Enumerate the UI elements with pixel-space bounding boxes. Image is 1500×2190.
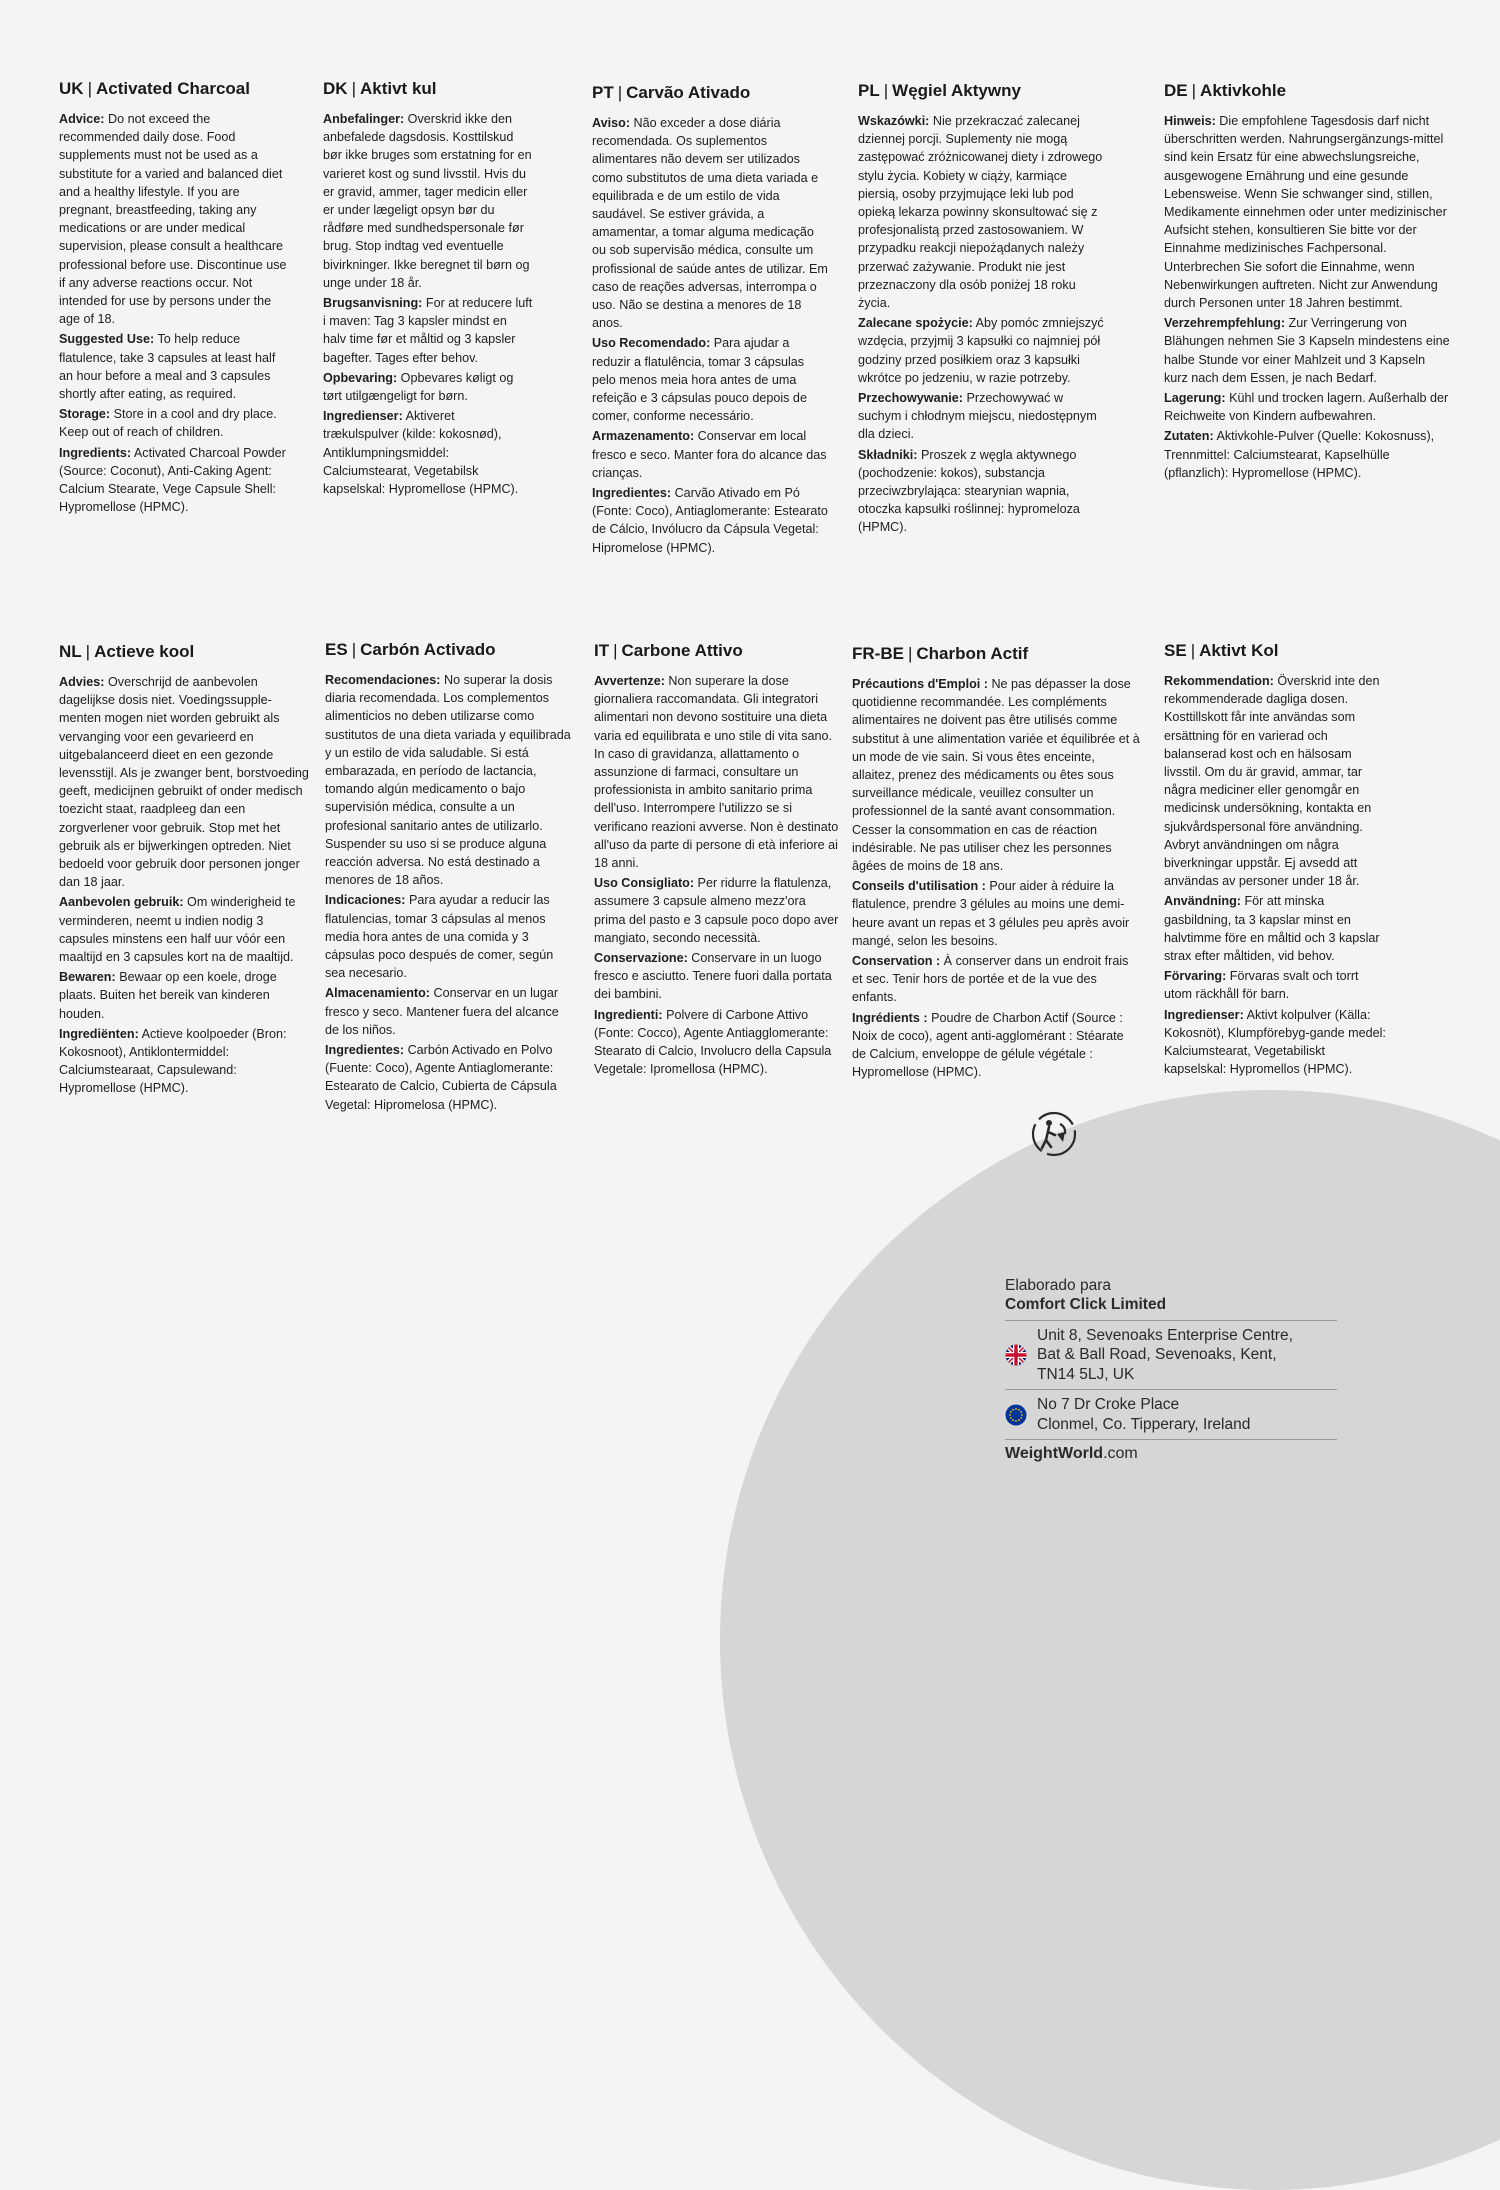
section-label: Zalecane spożycie: — [858, 316, 973, 331]
heading-separator: | — [87, 79, 92, 98]
product-name: Carbón Activado — [360, 640, 496, 659]
lang-code: PT — [592, 83, 614, 102]
lang-code: IT — [594, 641, 610, 660]
section-text: Conservar em local fresco e seco. Manter fora do alcance das crianças. — [592, 429, 827, 480]
label-section — [59, 330, 287, 403]
label-section — [59, 968, 309, 1023]
lang-heading — [1164, 640, 1390, 662]
section-label: Advice: — [59, 112, 105, 126]
product-name: Charbon Actif — [916, 644, 1029, 663]
label-section — [852, 1009, 1140, 1082]
label-section — [1164, 672, 1390, 890]
lang-heading — [325, 639, 571, 661]
label-section — [323, 369, 533, 405]
section-label: Ingrédients : — [852, 1010, 928, 1025]
section-label: Uso Recomendado: — [592, 336, 711, 351]
section-label: Brugsanvisning: — [323, 296, 423, 311]
uk-flag-icon — [1005, 1344, 1027, 1366]
section-label: Hinweis: — [1164, 114, 1216, 128]
heading-separator: | — [1191, 81, 1197, 100]
lang-heading — [323, 78, 533, 100]
made-for-label: Elaborado para — [1005, 1277, 1111, 1294]
lang-heading — [59, 78, 287, 100]
section-label: Ingredients: — [59, 445, 132, 460]
section-text: No superar la dosis diaria recomendada. Los complementos alimenticios no deben utilizarse como sustitutos de una dieta variada y equilibrada y un estilo de vida saludable. Si está embarazada, en período de lactancia, tomando algún medicamento o bajo supervisión médica, consulte a un profesional sanitario antes de utilizarlo. Suspender su uso si se produce alguna reacción adversa. No está destinado a menores de 18 años. — [325, 673, 571, 888]
section-text: Do not exceed the recommended daily dose. Food supplements must not be used as a substitute for a varied and balanced diet and a healthy lifestyle. If you are pregnant, breastfeeding, taking any medications or are under medical supervision, please consult a healthcare professional before use. Discontinue use if any adverse reactions occur. Not intended for use by persons under the age of 18. — [59, 112, 287, 327]
section-label: Recomendaciones: — [325, 673, 441, 687]
section-label: Conservazione: — [594, 951, 688, 966]
section-text: Non superare la dose giornaliera raccomandata. Gli integratori alimentari non devono sostituire una dieta varia ed equilibrata e uno stile di vita sano. In caso di gravidanza, allattamento o assunzione di farmaci, consultare un professionista in ambito sanitario prima dell'uso. Interrompere l'utilizzo se si verificano reazioni avverse. Non è destinato all'uso da parte di persone di età inferiore ai 18 anni. — [594, 674, 839, 871]
section-text: Ne pas dépasser la dose quotidienne recommandée. Les compléments alimentaires ne doivent pas être utilisés comme substitut à une alimentation variée et équilibrée et à un mode de vie sain. Si vous êtes enceinte, allaitez, prenez des médicaments ou êtes sous surveillance médicale, veuillez consulter un professionnel de la santé avant consommation. Cesser la consommation en cas de réaction indésirable. Ne pas utiliser chez les personnes âgées de moins de 18 ans. — [852, 677, 1140, 874]
label-section — [594, 1006, 840, 1079]
tidyman-recycle-icon — [1030, 1110, 1078, 1158]
label-section — [325, 1041, 571, 1114]
section-label: Aviso: — [592, 116, 631, 130]
heading-separator: | — [351, 79, 356, 98]
section-text: Aktivt kolpulver (Källa: Kokosnöt), Klumpförebyg-gande medel: Kalciumstearat, Vegetabiliskt kapselskal: Hypromellos (HPMC). — [1164, 1007, 1386, 1077]
eu-flag-icon — [1005, 1404, 1027, 1426]
lang-code: PL — [858, 81, 880, 100]
label-section — [592, 427, 828, 482]
section-text: Carbón Activado en Polvo (Fuente: Coco), Agente Antiaglomerante: Estearato de Calcio, Cubierta de Cápsula Vegetal: Hipromelosa (HPMC). — [325, 1043, 557, 1112]
product-name: Carvão Ativado — [626, 83, 751, 102]
lang-block-it — [594, 640, 840, 1080]
label-section — [59, 405, 287, 441]
label-section — [594, 874, 840, 947]
section-text: Conservar en un lugar fresco y seco. Mantener fuera del alcance de los niños. — [325, 986, 559, 1037]
heading-separator: | — [1190, 641, 1196, 660]
heading-separator: | — [883, 81, 889, 100]
section-text: For at reducere luft i maven: Tag 3 kapsler mindst en halv time før et måltid og 3 kapsler bagefter. Tages efter behov. — [323, 296, 533, 365]
section-label: Förvaring: — [1164, 969, 1227, 984]
section-label: Ingredienser: — [323, 409, 403, 424]
label-section — [858, 446, 1108, 537]
heading-separator: | — [613, 641, 618, 660]
label-section — [59, 1025, 309, 1098]
section-label: Suggested Use: — [59, 332, 155, 347]
section-text: Poudre de Charbon Actif (Source : Noix de coco), agent anti-agglomérant : Stéarate de Calcium, enveloppe de gélule végétale : Hypromellose (HPMC). — [852, 1010, 1124, 1080]
section-label: Ingrediënten: — [59, 1026, 139, 1041]
section-text: Actieve koolpoeder (Bron: Kokosnoot), Antiklontermiddel: Calciumstearaat, Capsulewand: Hypromellose (HPMC). — [59, 1026, 287, 1096]
label-section — [592, 334, 828, 425]
section-label: Armazenamento: — [592, 429, 695, 444]
section-text: Não exceder a dose diária recomendada. Os suplementos alimentares não devem ser utilizados como substitutos de uma dieta variada e equilibrada e de um estilo de vida saudável. Se estiver grávida, a amamentar, a tomar alguma medicação ou sob supervisão médica, consulte um profissional de saúde antes de utilizar. Em caso de reações adversas, interrompa o uso. Não se destina a menores de 18 anos. — [592, 116, 828, 331]
lang-code: UK — [59, 79, 84, 98]
lang-heading — [852, 643, 1140, 665]
section-text: Pour aider à réduire la flatulence, prendre 3 gélules au moins une demi-heure avant un repas et 3 gélules peu après avoir mangé, selon les besoins. — [852, 879, 1130, 948]
label-section — [59, 673, 309, 891]
section-text: Die empfohlene Tagesdosis darf nicht überschritten werden. Nahrungsergänzungs-mittel sind kein Ersatz für eine abwechslungsreiche, ausgewogene Ernährung und eine gesunde Lebensweise. Wenn Sie schwanger sind, stillen, Medikamente einnehmen oder unter medizinischer Aufsicht stehen, konsultieren Sie bitte vor der Einnahme medizinisches Fachpersonal. Unterbrechen Sie sofort die Einnahme, wenn Nebenwirkungen auftreten. Nicht zur Anwendung durch Personen unter 18 Jahren bestimmt. — [1164, 114, 1447, 311]
lang-block-dk — [323, 78, 533, 500]
label-section — [592, 114, 828, 332]
label-section — [323, 407, 533, 498]
label-section — [1164, 892, 1390, 965]
section-text: Activated Charcoal Powder (Source: Coconut), Anti-Caking Agent: Calcium Stearate, Vege Capsule Shell: Hypromellose (HPMC). — [59, 445, 286, 515]
lang-block-pt — [592, 82, 828, 559]
section-text: Carvão Ativado em Pó (Fonte: Coco), Antiaglomerante: Estearato de Cálcio, Invólucro da Cápsula Vegetal: Hipromelose (HPMC). — [592, 486, 828, 555]
section-label: Conservation : — [852, 954, 941, 969]
section-label: Avvertenze: — [594, 674, 665, 688]
section-label: Zutaten: — [1164, 429, 1214, 444]
product-name: Węgiel Aktywny — [892, 81, 1021, 100]
section-label: Användning: — [1164, 894, 1241, 909]
section-label: Verzehrempfehlung: — [1164, 316, 1286, 331]
lang-code: FR-BE — [852, 644, 904, 663]
label-section — [1164, 967, 1390, 1003]
section-label: Bewaren: — [59, 970, 116, 985]
section-text: Opbevares køligt og tørt utilgængeligt for børn. — [323, 370, 514, 404]
lang-code: DK — [323, 79, 348, 98]
lang-code: ES — [325, 640, 348, 659]
section-label: Ingredienti: — [594, 1007, 663, 1022]
uk-address-line: Unit 8, Sevenoaks Enterprise Centre, — [1037, 1327, 1293, 1344]
label-section — [1164, 314, 1450, 387]
label-section — [594, 949, 840, 1004]
label-section — [325, 984, 571, 1039]
section-label: Indicaciones: — [325, 893, 406, 908]
section-label: Précautions d'Emploi : — [852, 677, 988, 691]
section-text: Overskrid ikke den anbefalede dagsdosis. Kosttilskud bør ikke bruges som erstatning for en varieret kost og sund livsstil. Hvis du er gravid, ammer, tager medicin eller er under lægeligt opsyn bør du rådføre med sundhedspersonale før brug. Stop indtag ved eventuelle bivirkninger. Ikke beregnet til børn og unge under 18 år. — [323, 112, 532, 290]
section-text: Nie przekraczać zalecanej dziennej porcji. Suplementy nie mogą zastępować zróżnicowanej diety i zdrowego stylu życia. Kobiety w ciąży, karmiące piersią, osoby przyjmujące leki lub pod opieką lekarza powinny skonsultować się z profesjonalistą przed zastosowaniem. W przypadku reakcji niepożądanych należy przerwać zażywanie. Produkt nie jest przeznaczony dla osób poniżej 18 roku życia. — [858, 114, 1103, 311]
label-section — [325, 891, 571, 982]
label-section — [59, 893, 309, 966]
section-label: Anbefalinger: — [323, 112, 405, 126]
section-text: Om winderigheid te verminderen, neemt u indien nodig 3 capsules minstens een half uur vóór een maaltijd en 3 capsules kort na de maaltijd. — [59, 895, 296, 965]
label-section — [858, 389, 1108, 444]
lang-block-pl — [858, 80, 1108, 539]
lang-heading — [59, 641, 309, 663]
section-label: Uso Consigliato: — [594, 876, 695, 891]
section-text: To help reduce flatulence, take 3 capsules at least half an hour before a meal and 3 capsules shortly after eating, as required. — [59, 332, 276, 402]
product-name: Carbone Attivo — [621, 641, 743, 660]
lang-block-es — [325, 639, 571, 1116]
eu-address-line: Clonmel, Co. Tipperary, Ireland — [1037, 1415, 1251, 1433]
section-text: Proszek z węgla aktywnego (pochodzenie: kokos), substancja przeciwzbrylająca: stearynian wapnia, otoczka kapsułki roślinnej: hypromeloza (HPMC). — [858, 447, 1080, 535]
lang-code: SE — [1164, 641, 1187, 660]
label-section — [858, 314, 1108, 387]
product-name: Aktivkohle — [1200, 81, 1287, 100]
heading-separator: | — [351, 640, 357, 659]
lang-heading — [592, 82, 828, 104]
label-section — [852, 877, 1140, 950]
section-label: Ingredientes: — [325, 1043, 405, 1058]
eu-address-row — [1005, 1389, 1337, 1439]
lang-heading — [858, 80, 1108, 102]
label-section — [1164, 389, 1450, 425]
section-text: Overschrijd de aanbevolen dagelijkse dosis niet. Voedingssupple-menten mogen niet worden gebruikt als vervanging voor een gevarieerd en uitgebalanceerd dieet en een gezonde levensstijl. Als je zwanger bent, borstvoeding geeft, medicijnen gebruikt of onder medisch toezicht staat, raadpleeg dan een zorgverlener voor gebruik. Stop met het gebruik als er bijwerkingen optreden. Niet bedoeld voor gebruik door personen jonger dan 18 jaar. — [59, 675, 309, 890]
lang-block-nl — [59, 641, 309, 1100]
section-text: Bewaar op een koele, droge plaats. Buiten het bereik van kinderen houden. — [59, 970, 277, 1021]
section-text: Conservare in un luogo fresco e asciutto. Tenere fuori dalla portata dei bambini. — [594, 951, 832, 1002]
brand-name: WeightWorld — [1005, 1445, 1104, 1463]
section-text: Förvaras svalt och torrt utom räckhåll för barn. — [1164, 969, 1359, 1002]
lang-heading — [594, 640, 840, 662]
eu-address-line: No 7 Dr Croke Place — [1037, 1396, 1180, 1414]
section-text: Zur Verringerung von Blähungen nehmen Sie 3 Kapseln mindestens eine halbe Stunde vor einer Mahlzeit und 3 Kapseln kurz nach dem Essen, je nach Bedarf. — [1164, 316, 1450, 385]
section-label: Storage: — [59, 407, 111, 422]
lang-code: NL — [59, 642, 82, 661]
product-name: Activated Charcoal — [95, 79, 250, 98]
product-name: Aktivt kul — [359, 79, 437, 98]
label-section — [852, 675, 1140, 875]
section-text: Przechowywać w suchym i chłodnym miejscu, niedostępnym dla dzieci. — [858, 391, 1097, 442]
label-section — [323, 294, 533, 367]
heading-separator: | — [617, 83, 623, 102]
section-text: För att minska gasbildning, ta 3 kapslar minst en halvtimme före en måltid och 3 kapslar strax efter måltiden, vid behov. — [1164, 894, 1380, 964]
section-text: Polvere di Carbone Attivo (Fonte: Cocco), Agente Antiagglomerante: Stearato di Calcio, Involucro della Capsula Vegetale: Ipromellosa (HPMC). — [594, 1007, 832, 1077]
section-label: Ingredientes: — [592, 486, 672, 501]
section-text: Överskrid inte den rekommenderade dagliga dosen. Kosttillskott får inte användas som ersättning för en varierad och balanserad kost och en hälsosam livsstil. Om du är gravid, ammar, tar några mediciner eller genomgår en medicinsk undersökning, kontakta en sjukvårdspersonal före användning. Avbryt användningen om några biverkningar uppstår. Ej avsedd att användas av personer under 18 år. — [1164, 674, 1380, 889]
section-label: Advies: — [59, 675, 105, 689]
label-section — [858, 112, 1108, 312]
section-text: Aby pomóc zmniejszyć wzdęcia, przyjmij 3 kapsułki co najmniej pół godziny przed posiłkiem oraz 3 kapsułki wkrótce po jedzeniu, w razie potrzeby. — [858, 316, 1104, 385]
label-section — [592, 484, 828, 557]
decorative-circle — [720, 1090, 1500, 2190]
label-section — [323, 110, 533, 292]
manufacturer-info — [1005, 1276, 1337, 1464]
section-label: Składniki: — [858, 447, 918, 462]
section-text: À conserver dans un endroit frais et sec. Tenir hors de portée et de la vue des enfants. — [852, 954, 1129, 1005]
section-text: Aktivkohle-Pulver (Quelle: Kokosnuss), Trennmittel: Calciumstearat, Kapselhülle (pflanzlich): Hypromellose (HPMC). — [1164, 429, 1435, 480]
product-name: Actieve kool — [94, 642, 195, 661]
lang-heading — [1164, 80, 1450, 102]
label-section — [1164, 1006, 1390, 1079]
label-section — [1164, 427, 1450, 482]
label-section — [1164, 112, 1450, 312]
section-text: Kühl und trocken lagern. Außerhalb der Reichweite von Kindern aufbewahren. — [1164, 391, 1449, 424]
company-name: Comfort Click Limited — [1005, 1296, 1167, 1313]
label-section — [594, 672, 840, 872]
section-text: Para ayudar a reducir las flatulencias, tomar 3 cápsulas al menos media hora antes de una comida y 3 cápsulas poco después de comer, según sea necesario. — [325, 893, 554, 981]
section-label: Przechowywanie: — [858, 391, 963, 406]
lang-block-de — [1164, 80, 1450, 484]
product-name: Aktivt Kol — [1199, 641, 1279, 660]
heading-separator: | — [907, 644, 913, 663]
section-label: Wskazówki: — [858, 114, 930, 128]
section-label: Opbevaring: — [323, 370, 398, 385]
lang-block-fr-be — [852, 643, 1140, 1083]
brand-website — [1005, 1439, 1337, 1464]
section-label: Almacenamiento: — [325, 986, 430, 1001]
uk-address-line: Bat & Ball Road, Sevenoaks, Kent, — [1037, 1346, 1277, 1364]
section-label: Rekommendation: — [1164, 674, 1274, 688]
section-text: Per ridurre la flatulenza, assumere 3 capsule almeno mezz'ora prima del pasto e 3 capsule poco dopo aver mangiato, secondo necessità. — [594, 876, 839, 945]
lang-block-uk — [59, 78, 287, 518]
uk-address-line: TN14 5LJ, UK — [1037, 1365, 1135, 1383]
lang-block-se — [1164, 640, 1390, 1080]
label-section — [325, 671, 571, 889]
label-section — [59, 444, 287, 517]
section-label: Lagerung: — [1164, 391, 1226, 406]
brand-domain: .com — [1103, 1445, 1138, 1463]
label-section — [59, 110, 287, 328]
section-label: Ingredienser: — [1164, 1007, 1244, 1022]
label-section — [852, 952, 1140, 1007]
section-text: Para ajudar a reduzir a flatulência, tomar 3 cápsulas pelo menos meia hora antes de uma refeição e 3 cápsulas pouco depois de comer, conforme necessário. — [592, 336, 807, 424]
lang-code: DE — [1164, 81, 1188, 100]
section-text: Aktiveret trækulspulver (kilde: kokosnød), Antiklumpningsmiddel: Calciumstearat, Vegetabilsk kapselskal: Hypromellose (HPMC). — [323, 409, 519, 497]
heading-separator: | — [85, 642, 91, 661]
uk-address-row — [1005, 1320, 1337, 1389]
section-label: Conseils d'utilisation : — [852, 879, 986, 894]
section-text: Store in a cool and dry place. Keep out of reach of children. — [59, 407, 277, 440]
section-label: Aanbevolen gebruik: — [59, 895, 184, 910]
